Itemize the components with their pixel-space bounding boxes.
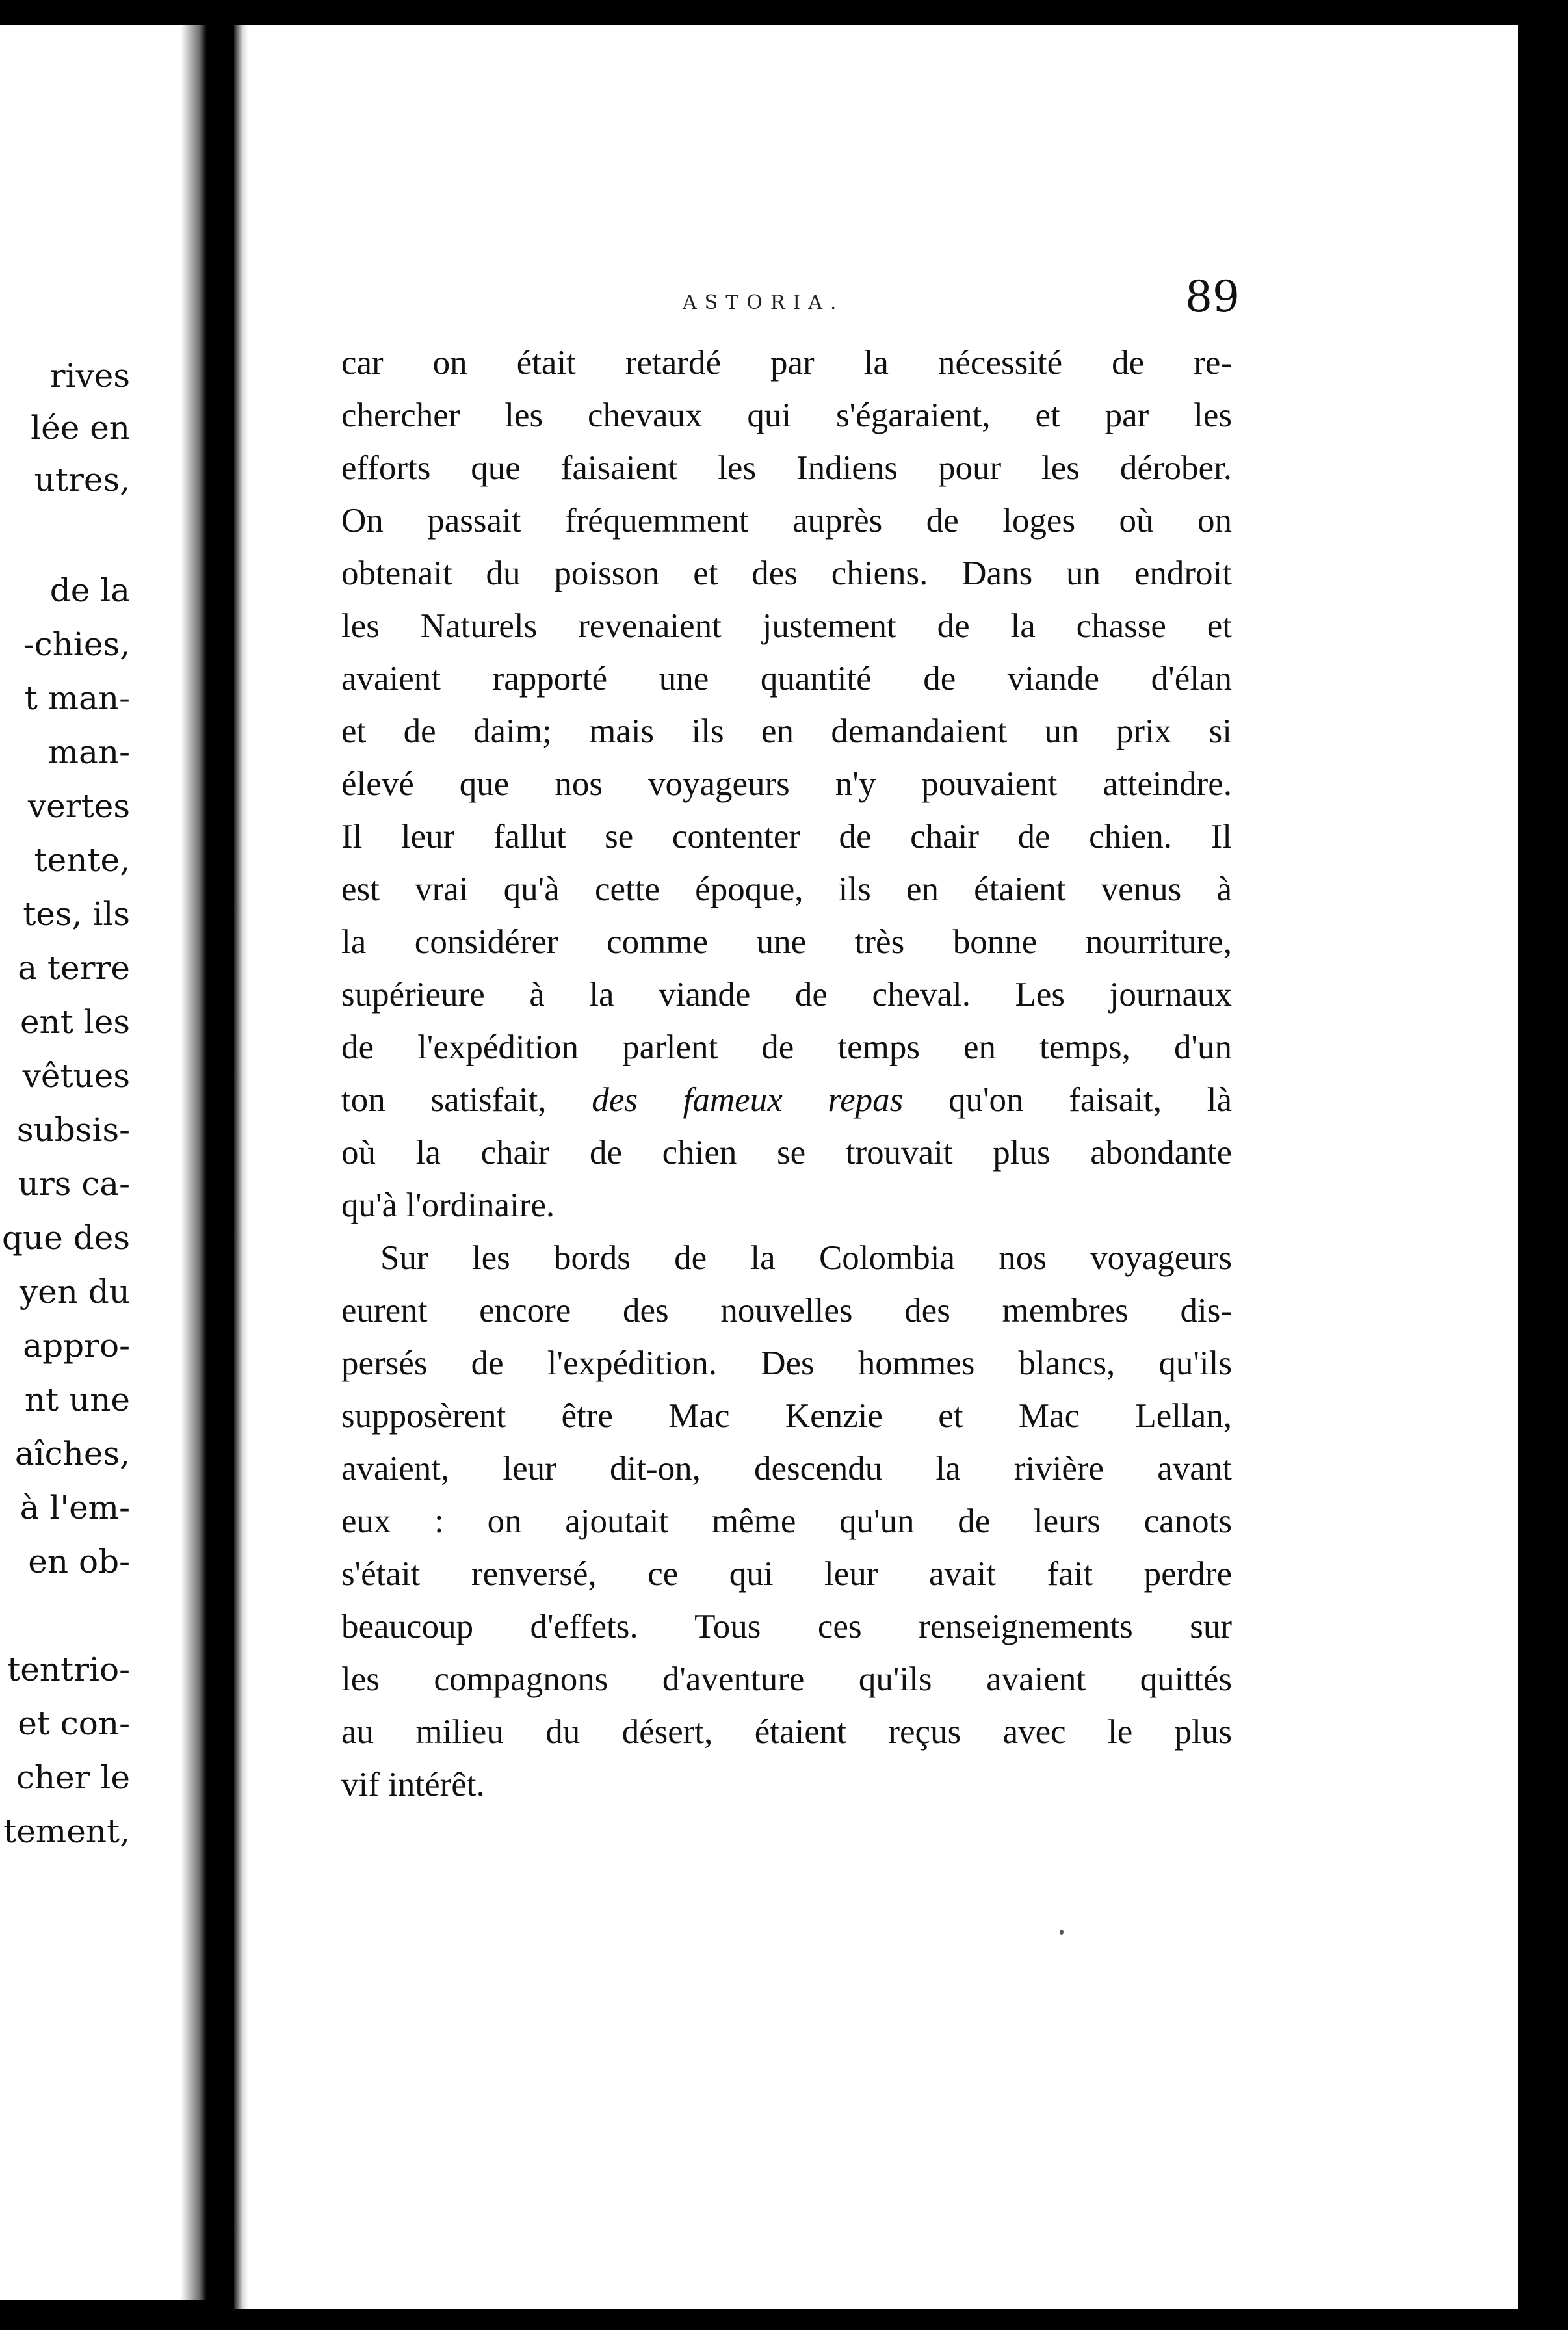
facing-line: rives [49, 357, 130, 395]
facing-line: -chies, [23, 625, 130, 663]
text-line: car on était retardé par la nécessité de re- [341, 344, 1232, 382]
facing-line: tes, ils [23, 895, 130, 933]
text-line: Il leur fallut se contenter de chair de chien. Il [341, 818, 1232, 856]
text-line: supérieure à la viande de cheval. Les journaux [341, 976, 1232, 1014]
facing-line: que des [2, 1219, 130, 1257]
text-line: eux : on ajoutait même qu'un de leurs canots [341, 1502, 1232, 1540]
body-text [341, 337, 1232, 1811]
text-line: vif intérêt. [341, 1766, 485, 1803]
text-line: au milieu du désert, étaient reçus avec le plus [341, 1713, 1232, 1751]
text-line: les Naturels revenaient justement de la chasse et [341, 607, 1232, 645]
facing-line: ent les [20, 1003, 130, 1041]
facing-line: man- [47, 733, 130, 771]
text-line: élevé que nos voyageurs n'y pouvaient atteindre. [341, 765, 1232, 803]
text-line: efforts que faisaient les Indiens pour les dérober. [341, 449, 1232, 487]
text-line: persés de l'expédition. Des hommes blancs, qu'ils [341, 1344, 1232, 1382]
text-line: On passait fréquemment auprès de loges où on [341, 502, 1232, 540]
text-segment: ton satisfait, [341, 1081, 592, 1119]
facing-line: urs ca- [18, 1165, 130, 1203]
facing-page [0, 25, 207, 2300]
facing-line: de la [49, 571, 130, 609]
text-line: Sur les bords de la Colombia nos voyageurs [380, 1239, 1232, 1277]
text-line: qu'à l'ordinaire. [341, 1186, 555, 1224]
paper-speck [1060, 1930, 1064, 1935]
text-line: la considérer comme une très bonne nourriture, [341, 923, 1232, 961]
facing-line: t man- [24, 679, 130, 717]
text-line: et de daim; mais ils en demandaient un prix si [341, 713, 1232, 750]
facing-line: et con- [18, 1705, 130, 1742]
facing-page-text [0, 25, 130, 2300]
page-header [234, 272, 1518, 330]
text-line: est vrai qu'à cette époque, ils en étaient venus à [341, 870, 1232, 908]
facing-line: appro- [23, 1327, 130, 1365]
facing-line: à l'em- [20, 1489, 130, 1526]
facing-line: tement, [3, 1813, 130, 1850]
text-line: avaient rapporté une quantité de viande d'élan [341, 660, 1232, 698]
italic-phrase: des fameux repas [592, 1081, 904, 1119]
facing-line: lée en [31, 409, 130, 447]
text-line: eurent encore des nouvelles des membres dis- [341, 1292, 1232, 1329]
main-page [234, 25, 1518, 2309]
facing-line: en ob- [28, 1543, 130, 1580]
text-line: supposèrent être Mac Kenzie et Mac Lellan, [341, 1397, 1232, 1435]
facing-line: tente, [34, 841, 130, 879]
text-line: obtenait du poisson et des chiens. Dans un endroit [341, 555, 1232, 592]
page-edge-shadow [234, 25, 248, 2309]
facing-line: vêtues [22, 1057, 130, 1095]
facing-line: cher le [16, 1759, 130, 1796]
facing-line: yen du [19, 1273, 130, 1311]
text-line: beaucoup d'effets. Tous ces renseignements sur [341, 1608, 1232, 1645]
facing-line: vertes [27, 787, 130, 825]
facing-line: nt une [24, 1381, 130, 1419]
text-line: chercher les chevaux qui s'égaraient, et par les [341, 397, 1232, 434]
scan-edge [1518, 25, 1568, 2309]
running-head: ASTORIA. [683, 291, 844, 314]
text-line-with-italic [341, 1074, 1232, 1127]
text-line: les compagnons d'aventure qu'ils avaient quittés [341, 1660, 1232, 1698]
facing-line: utres, [34, 461, 130, 499]
text-line: de l'expédition parlent de temps en temps, d'un [341, 1028, 1232, 1066]
facing-line: aîches, [14, 1435, 130, 1473]
text-line: s'était renversé, ce qui leur avait fait perdre [341, 1555, 1232, 1593]
page-number: 89 [1185, 272, 1240, 322]
text-line: où la chair de chien se trouvait plus abondante [341, 1134, 1232, 1172]
facing-line: tentrio- [7, 1651, 130, 1688]
facing-line: subsis- [16, 1111, 130, 1149]
facing-line: a terre [18, 949, 130, 987]
text-line: avaient, leur dit-on, descendu la rivière avant [341, 1450, 1232, 1487]
gutter-shadow [181, 25, 207, 2300]
text-segment: qu'on faisait, là [903, 1081, 1233, 1119]
